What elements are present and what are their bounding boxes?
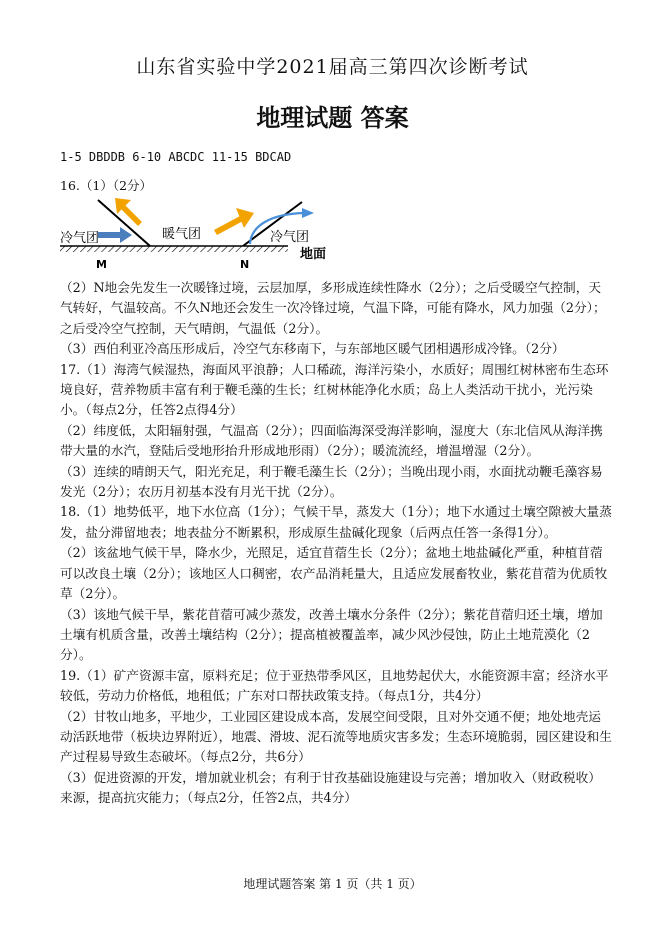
point-n-label: N (240, 258, 250, 271)
question-16-heading: 16.（1）（2分） (60, 178, 153, 193)
answer-paragraph: 18.（1）地势低平，地下水位高（1分）；气候干旱，蒸发大（1分）；地下水通过土壤空隙被大量蒸发，盐分滞留地表；地表盐分不断累积，形成原生盐碱化现象（后两点任答一条得1分）。 (60, 504, 612, 540)
answer-paragraph: （2）甘牧山地多，平地少，工业园区建设成本高，发展空间受限，且对外交通不便；地处地壳运动活跃地带（板块边界附近），地震、滑坡、泥石流等地质灾害多发；生态环境脆弱，园区建设和生产过程易导致生态破坏。（每点2分，共6分） (60, 708, 612, 765)
cold-air-arrow-icon (98, 227, 132, 243)
document-title: 地理试题 答案 (256, 104, 409, 132)
ground-label: 地面 (300, 247, 327, 262)
answer-paragraph: （3）西伯利亚冷高压形成后，冷空气东移南下，与东部地区暖气团相遇形成冷锋。（2分） (60, 341, 565, 357)
answer-paragraph: （3）该地气候干旱，紫花苜蓿可减少蒸发，改善土壤水分条件（2分）；紫花苜蓿归还土壤，增加土壤有机质含量，改善土壤结构（2分）；提高植被覆盖率，减少风沙侵蚀，防止土地荒漠化（2分）。 (60, 606, 603, 663)
warm-air-rising-arrow-left-icon (115, 198, 142, 226)
answer-body (60, 278, 612, 809)
answer-paragraph: （2）N地会先发生一次暖锋过境，云层加厚，多形成连续性降水（2分）；之后受暖空气控制，天气转好，气温较高。不久N地还会发生一次冷锋过境，气温下降，可能有降水，风力加强（2分）；之后受冷空气控制，天气晴朗，气温低（2分）。 (60, 280, 606, 336)
front-diagram (58, 196, 358, 274)
answer-paragraph: （3）连续的晴朗天气，阳光充足，利于鞭毛藻生长（2分）；当晚出现小雨，水面扰动鞭毛藻容易发光（2分）；农历月初基本没有月光干扰（2分）。 (60, 463, 603, 500)
cold-air-mass-right-label: 冷气团 (270, 230, 310, 245)
page-footer: 地理试题答案 第 1 页（共 1 页） (243, 877, 422, 891)
answer-paragraph: （2）该盆地气候干旱，降水少，光照足，适宜苜蓿生长（2分）；盆地土地盐碱化严重，种植苜蓿可以改良土壤（2分）；该地区人口稠密，农产品消耗量大，且适应发展畜牧业，紫花苜蓿为优质牧草（2分）。 (60, 545, 608, 602)
warm-air-rising-arrow-right-icon (214, 208, 254, 235)
answer-paragraph: （2）纬度低，太阳辐射强，气温高（2分）；四面临海深受海洋影响，湿度大（东北信风从海洋携带大量的水汽，登陆后受地形抬升形成地形雨）（2分）；暖流流经，增温增湿（2分）。 (60, 422, 603, 459)
warm-air-mass-label: 暖气团 (162, 227, 202, 242)
school-title: 山东省实验中学2021届高三第四次诊断考试 (136, 56, 529, 78)
point-m-label: M (96, 258, 107, 271)
ground-hatch (60, 246, 288, 252)
answer-paragraph: 19.（1）矿产资源丰富，原料充足；位于亚热带季风区，且地势起伏大，水能资源丰富；经济水平较低，劳动力价格低，地租低；广东对口帮扶政策支持。（每点1分，共4分） (60, 667, 609, 704)
answer-paragraph: 17.（1）海湾气候湿热，海面风平浪静；人口稀疏，海洋污染小，水质好；周围红树林密布生态环境良好，营养物质丰富有利于鞭毛藻的生长；红树林能净化水质；岛上人类活动干扰小，光污染小。（每点2分，任答2点得4分） (60, 361, 609, 418)
answer-paragraph: （3）促进资源的开发，增加就业机会；有利于甘孜基础设施建设与完善；增加收入（财政税收）来源，提高抗灾能力；（每点2分，任答2点，共4分） (60, 769, 601, 806)
choice-answers: 1-5 DBDDB 6-10 ABCDC 11-15 BDCAD (60, 150, 292, 164)
cold-air-mass-left-label: 冷气团 (60, 231, 100, 246)
